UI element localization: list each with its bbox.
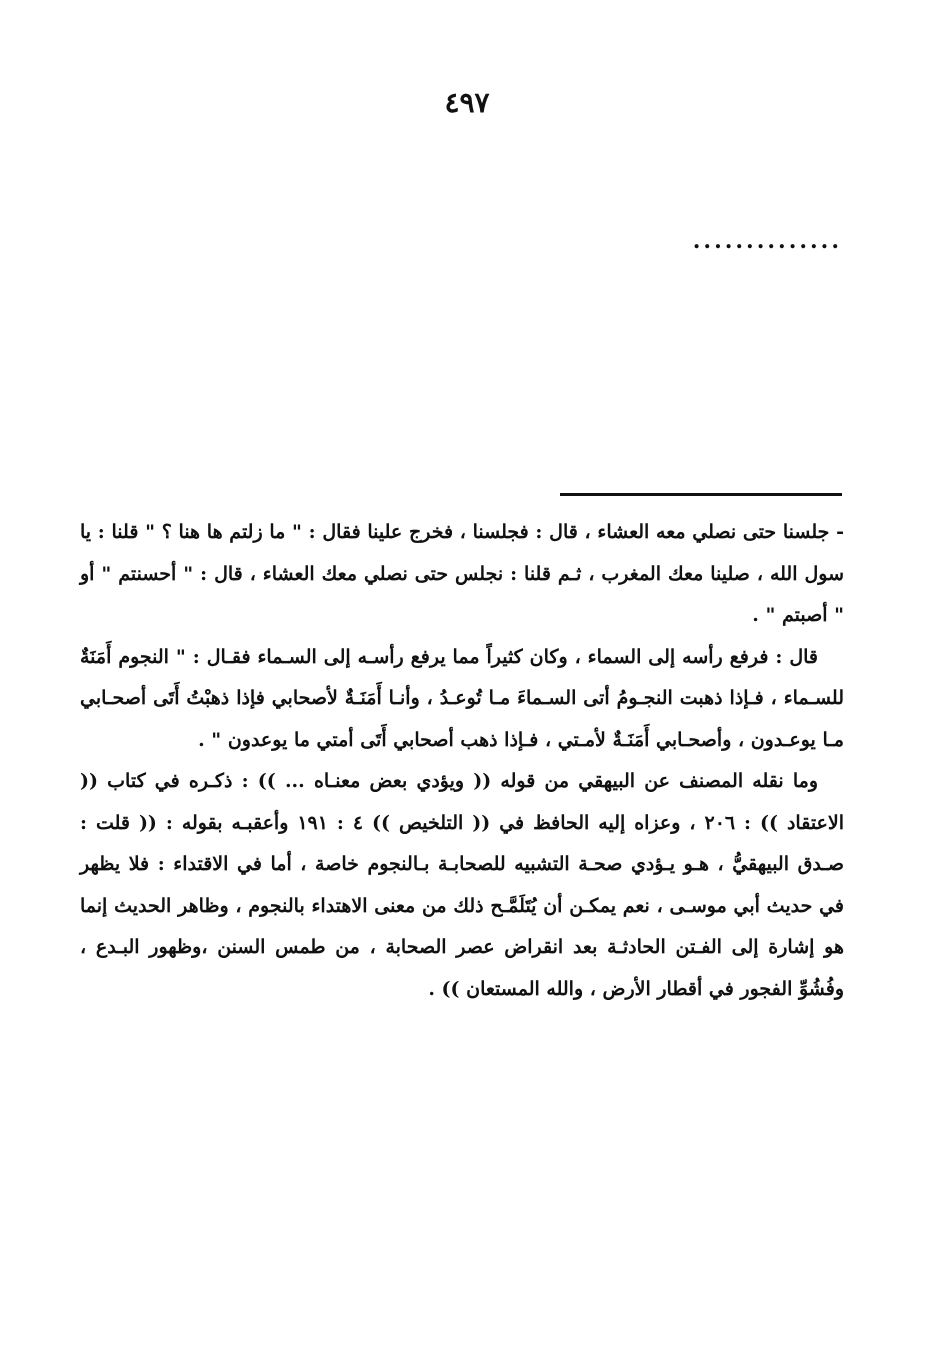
footnote-rule xyxy=(560,493,842,496)
footnote-paragraph: - جلسنا حتى نصلي معه العشاء ، قال : فجلسنا ، فخرج علينا فقال : " ما زلتم ها هنا ؟ " قلنا : يا سول الله ، صلينا معك المغرب ، ثـم قلنا : نجلس حتى نصلي معك العشاء ، قال : " أحسنتم " أو " أصبتم " . xyxy=(80,521,844,626)
footnote-paragraph: وما نقله المصنف عن البيهقي من قوله (( ويؤدي بعض معنـاه ... )) : ذكـره في كتاب (( الاعتقاد )) : ٢٠٦ ، وعزاه إليه الحافظ في (( التلخيص )) ٤ : ١٩١ وأعقبـه بقوله : (( قلت : صـدق البيهقيُّ ، هـو يـؤدي صحـة التشبيه للصحابـة بـالنجوم خاصة ، أما في الاقتداء : فلا يظهر في حديث أبي موسـى ، نعم يمكـن أن يُتَلَمَّـح ذلك من معنى الاهتداء بالنجوم ، وظاهر الحديث إنما هو إشارة إلى الفـتن الحادثـة بعد انقراض عصر الصحابة ، من طمس السنن ،وظهور البـدع ، وفُشُوِّ الفجور في أقطار الأرض ، والله المستعان )) . xyxy=(80,770,844,1000)
page-number: ٤٩٧ xyxy=(444,86,490,119)
footnote-body xyxy=(80,512,844,1010)
footnote-paragraph: قال : فرفع رأسه إلى السماء ، وكان كثيراً مما يرفع رأسـه إلى السـماء فقـال : " النجوم أَمَنَةٌ للسـماء ، فـإذا ذهبت النجـومُ أتى السـماءَ مـا تُوعـدُ ، وأنـا أَمَنَـةٌ لأصحابي فإذا ذهبْتُ أَتَى أصحـابي مـا يوعـدون ، وأصحـابي أَمَنَـةٌ لأمـتي ، فـإذا ذهب أصحابي أَتَى أمتي ما يوعدون " . xyxy=(80,645,844,751)
ellipsis-line: .............. xyxy=(692,228,842,254)
